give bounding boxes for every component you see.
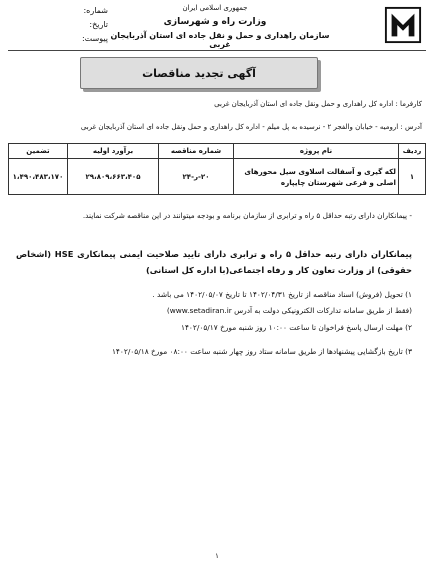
cell-tender-number: ۲۰-ر-۲۴	[159, 159, 234, 195]
header-guarantee: تضمین	[9, 144, 68, 159]
ministry-label: وزارت راه و شهرسازی	[163, 17, 267, 27]
date-field	[8, 20, 108, 29]
date-label: تاریخ:	[89, 20, 108, 29]
address-line: آدرس : ارومیه - خیابان والفجر ۲ - نرسیده به پل میلم - اداره کل راهداری و حمل ونقل جاده ای استان آذربایجان غربی	[80, 123, 422, 131]
header-project-name: نام پروژه	[234, 144, 399, 159]
republic-label: جمهوری اسلامی ایران	[182, 4, 248, 12]
attachment-label: پیوست:	[81, 34, 108, 43]
cell-project-name: لکه گیری و آسفالت اسلاوی سیل محورهای اصلی و فرعی شهرستان چایپاره	[234, 159, 399, 195]
document-sale-item: ۱) تحویل (فروش) اسناد مناقصه از تاریخ ۱۴۰۲/۰۴/۳۱ تا تاریخ ۱۴۰۲/۰۵/۰۷ می باشد .	[152, 290, 412, 299]
eligibility-paragraph: - پیمانکاران دارای رتبه حداقل ۵ راه و ترابری از سازمان برنامه و بودجه میتوانند در این مناقصه شرکت نمایند.	[82, 211, 412, 220]
cell-estimate: ۲۹،۸۰۹،۶۶۳،۴۰۵	[68, 159, 159, 195]
attachment-field	[8, 34, 108, 43]
header-row-number: ردیف	[399, 144, 426, 159]
header-estimate: برآورد اولیه	[68, 144, 159, 159]
cell-row-number: ۱	[399, 159, 426, 195]
organization-label: سازمان راهداری و حمل و نقل جاده ای استان آذربایجان غربی	[110, 31, 330, 49]
header-tender-number: شماره مناقصه	[159, 144, 234, 159]
ministry-logo-icon	[384, 6, 422, 44]
opening-date-item: ۳) تاریخ بازگشایی پیشنهادها از طریق سامانه ستاد روز چهار شنبه ساعت ۰۸:۰۰ مورخ ۱۴۰۲/۰۵/۱۸	[111, 347, 412, 356]
page-title: آگهی تجدید مناقصات	[80, 57, 318, 89]
hse-paragraph: پیمانکاران دارای رتبه حداقل ۵ راه و ترابری دارای تایید صلاحیت ایمنی پیمانکاری HSE (اشخاص حقوقی) از وزارت تعاون کار و رفاه اجتماعی(با اداره کل استانی)	[16, 249, 412, 275]
number-label: شماره:	[83, 6, 108, 15]
number-field	[8, 6, 108, 15]
setad-link-note: (فقط از طریق سامانه تدارکات الکترونیکی دولت به آدرس www.setadiran.ir)	[166, 306, 412, 315]
employer-line: کارفرما : اداره کل راهداری و حمل ونقل جاده ای استان آذربایجان غربی	[214, 100, 422, 108]
cell-guarantee: ۱،۴۹۰،۴۸۳،۱۷۰	[9, 159, 68, 195]
tender-table	[8, 143, 426, 195]
deadline-item: ۲) مهلت ارسال پاسخ فراخوان تا ساعت ۱۰:۰۰ روز شنبه مورخ ۱۴۰۲/۰۵/۱۷	[180, 323, 412, 332]
table-row	[9, 159, 426, 195]
header-divider	[8, 50, 426, 51]
page-number: ۱	[215, 552, 219, 560]
table-header-row	[9, 144, 426, 159]
